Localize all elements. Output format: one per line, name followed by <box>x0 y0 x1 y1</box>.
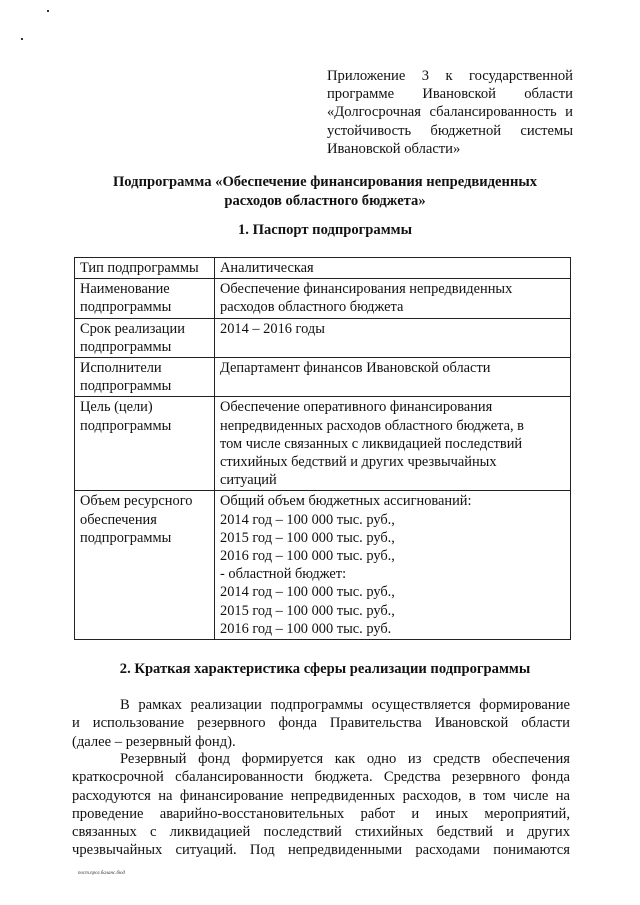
passport-value-line: расходов областного бюджета <box>220 299 404 316</box>
passport-row <box>75 279 571 318</box>
passport-label-line: подпрограммы <box>80 378 172 395</box>
passport-row <box>75 258 571 279</box>
passport-value-cell <box>215 318 571 357</box>
passport-row <box>75 358 571 397</box>
paragraph-line: (далее – резервный фонд). <box>72 733 236 750</box>
passport-label-line: обеспечения <box>80 511 157 528</box>
paragraph-line: Резервный фонд формируется как одно из средств обеспечения <box>120 751 570 767</box>
passport-label-line: Тип подпрограммы <box>80 260 199 276</box>
passport-value-line: стихийных бедствий и других чрезвычайных <box>220 454 497 471</box>
passport-value-line: 2015 год – 100 000 тыс. руб., <box>220 529 395 546</box>
passport-value-cell <box>215 397 571 491</box>
passport-value-cell <box>215 491 571 640</box>
appendix-line: устойчивость бюджетной системы <box>327 122 573 139</box>
appendix-line: программе Ивановской области <box>327 86 573 103</box>
passport-row <box>75 318 571 357</box>
passport-value-line: Обеспечение оперативного финансирования <box>220 399 493 416</box>
paragraph-line: расходуются на финансирование непредвиденных расходов, в том числе на <box>72 787 570 804</box>
passport-value-line: Общий объем бюджетных ассигнований: <box>220 493 472 510</box>
section-1-heading: 1. Паспорт подпрограммы <box>238 222 412 238</box>
paragraph-1 <box>72 696 570 751</box>
passport-label-cell <box>75 258 215 279</box>
passport-value-line: 2016 год – 100 000 тыс. руб., <box>220 548 395 565</box>
appendix-line: Ивановской области» <box>327 140 461 157</box>
passport-label-cell <box>75 279 215 318</box>
scan-speck <box>21 38 23 40</box>
paragraph-line: проведение аварийно-восстановительных работ и иных мероприятий, <box>72 805 570 822</box>
passport-value-line: 2014 год – 100 000 тыс. руб., <box>220 584 395 601</box>
passport-label-line: подпрограммы <box>80 529 172 546</box>
passport-value-line: ситуаций <box>220 472 277 489</box>
paragraph-line: В рамках реализации подпрограммы осуществляется формирование <box>120 697 570 713</box>
passport-value-line: Аналитическая <box>220 260 314 276</box>
paragraph-line: чрезвычайных ситуаций. Под непредвиденными расходами понимаются <box>72 842 570 859</box>
passport-label-line: подпрограммы <box>80 338 172 355</box>
passport-label-line: Цель (цели) <box>80 399 153 416</box>
passport-value-line: непредвиденных расходов областного бюджета, в <box>220 417 524 434</box>
passport-value-line: Департамент финансов Ивановской области <box>220 360 491 377</box>
subprogram-title <box>70 173 580 211</box>
passport-value-line: Обеспечение финансирования непредвиденных <box>220 281 513 298</box>
passport-table <box>74 257 571 640</box>
title-line-2: расходов областного бюджета» <box>224 193 426 209</box>
passport-label-line: подпрограммы <box>80 417 172 434</box>
passport-value-cell <box>215 358 571 397</box>
passport-value-cell <box>215 279 571 318</box>
appendix-line: Приложение 3 к государственной <box>327 68 573 84</box>
passport-label-cell <box>75 318 215 357</box>
paragraph-line: и использование резервного фонда Правительства Ивановской области <box>72 715 570 732</box>
passport-label-line: Наименование <box>80 281 170 298</box>
passport-label-line: Исполнители <box>80 360 162 377</box>
section-2-heading: 2. Краткая характеристика сферы реализации подпрограммы <box>119 661 531 677</box>
paragraph-line: краткосрочной сбалансированности бюджета. Средства резервного фонда <box>72 769 570 786</box>
passport-value-line: том числе связанных с ликвидацией последствий <box>220 435 523 452</box>
passport-value-line: 2015 год – 100 000 тыс. руб., <box>220 602 395 619</box>
passport-label-line: подпрограммы <box>80 299 172 316</box>
passport-label-cell <box>75 397 215 491</box>
passport-label-cell <box>75 358 215 397</box>
passport-label-line: Объем ресурсного <box>80 493 193 510</box>
passport-value-line: 2014 – 2016 годы <box>220 320 325 337</box>
passport-value-line: - областной бюджет: <box>220 566 347 583</box>
passport-label-cell <box>75 491 215 640</box>
passport-row <box>75 491 571 640</box>
passport-value-cell <box>215 258 571 279</box>
paragraph-line: связанных с ликвидацией последствий стихийных бедствий и других <box>72 824 570 841</box>
appendix-line: «Долгосрочная сбалансированность и <box>327 104 573 121</box>
passport-value-line: 2014 год – 100 000 тыс. руб., <box>220 511 395 528</box>
passport-label-line: Срок реализации <box>80 320 185 337</box>
scan-speck <box>47 10 49 12</box>
appendix-note <box>327 67 573 158</box>
passport-value-line: 2016 год – 100 000 тыс. руб. <box>220 620 392 637</box>
footer-filename: пост.прог.баланс.бюд <box>78 871 126 876</box>
paragraph-2 <box>72 750 570 860</box>
passport-row <box>75 397 571 491</box>
title-line-1: Подпрограмма «Обеспечение финансирования непредвиденных <box>112 174 538 190</box>
